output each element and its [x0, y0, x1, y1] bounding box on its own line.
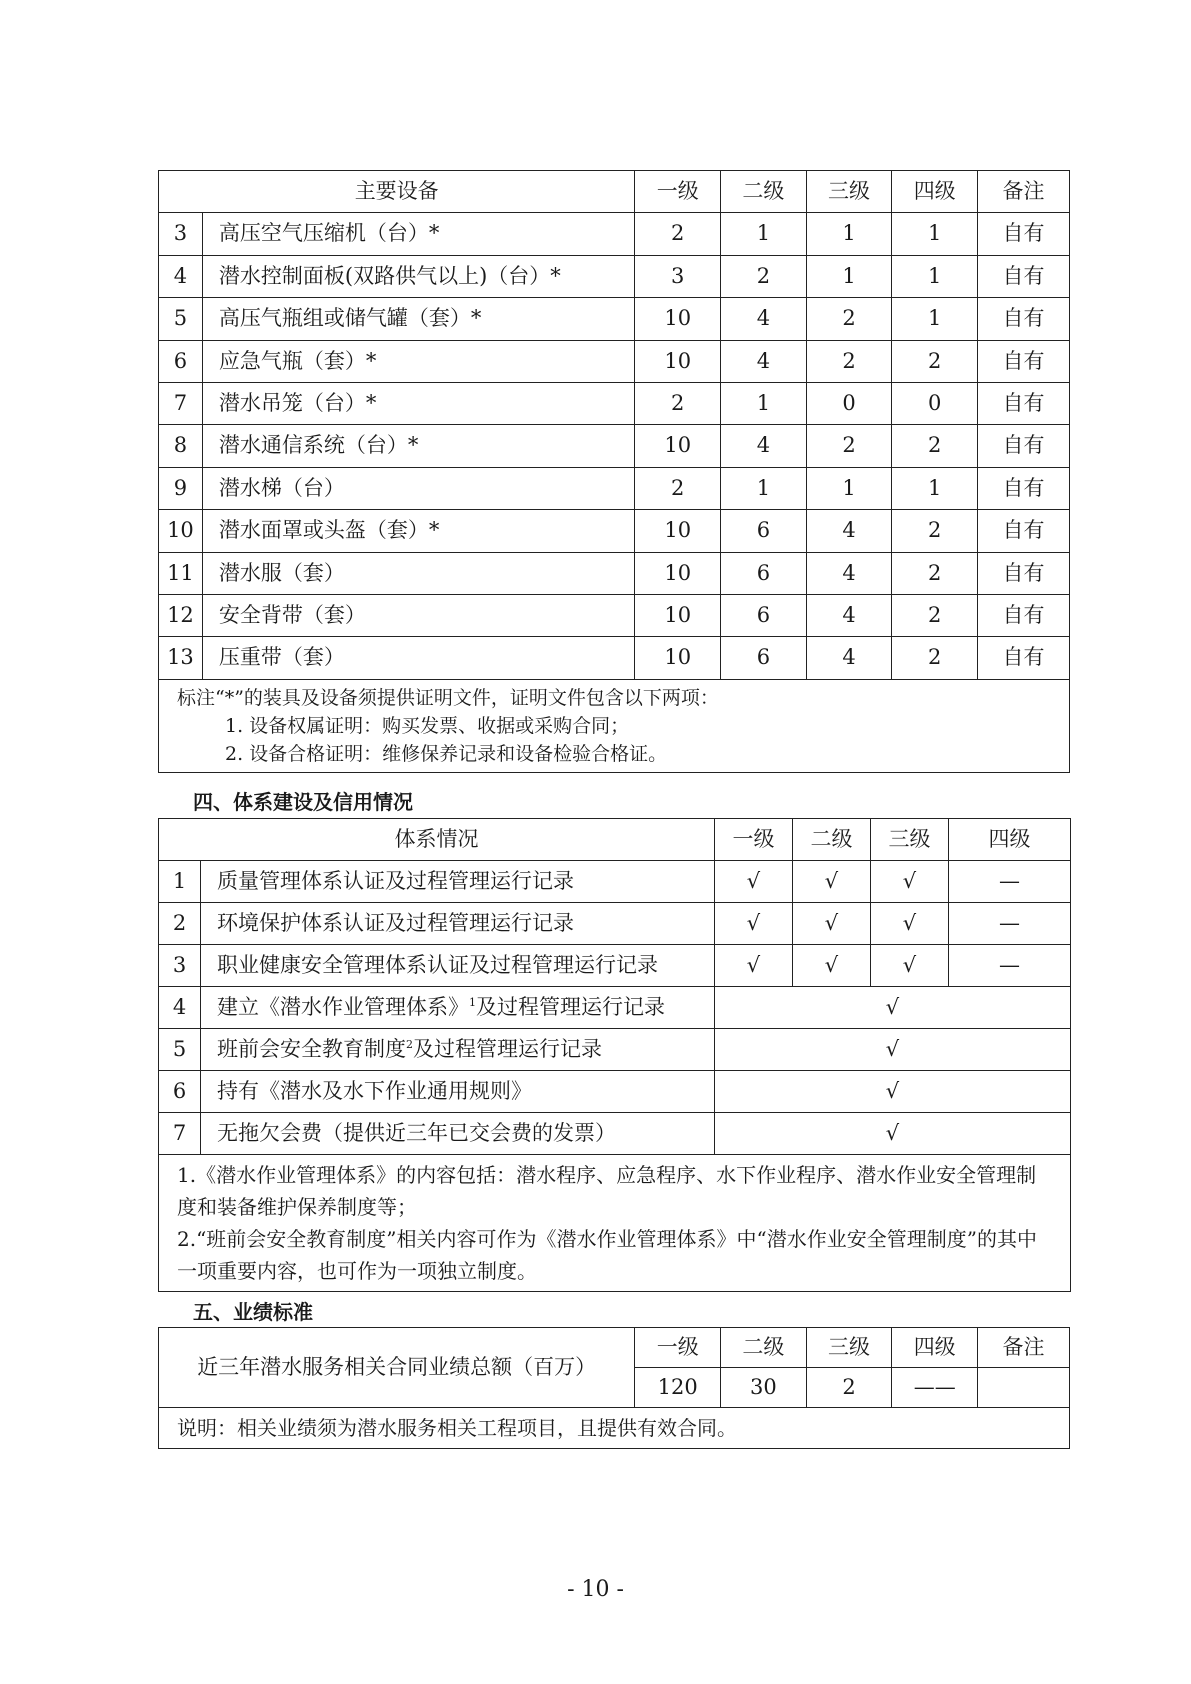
value-level-4: 1 — [892, 255, 978, 297]
check-level-2: √ — [793, 945, 871, 987]
value-level-1: 10 — [635, 340, 721, 382]
equipment-name: 潜水吊笼（台）* — [202, 382, 635, 424]
value-level-4: 2 — [892, 425, 978, 467]
check-level-4: — — [949, 861, 1071, 903]
equipment-name: 高压空气压缩机（台）* — [202, 213, 635, 255]
row-number: 13 — [159, 637, 203, 679]
system-name — [201, 1029, 715, 1071]
table-row — [159, 298, 1070, 340]
row-number: 5 — [159, 298, 203, 340]
equipment-name: 高压气瓶组或储气罐（套）* — [202, 298, 635, 340]
value-remark: 自有 — [978, 425, 1070, 467]
table-header-row — [159, 819, 1071, 861]
table-row — [159, 987, 1071, 1029]
table-row — [159, 467, 1070, 509]
header-system: 体系情况 — [159, 819, 715, 861]
system-name: 环境保护体系认证及过程管理运行记录 — [201, 903, 715, 945]
equipment-note — [159, 679, 1070, 772]
value-level-3: 2 — [806, 425, 892, 467]
table-row — [159, 1029, 1071, 1071]
value-level-4: 2 — [892, 340, 978, 382]
equipment-name: 潜水控制面板(双路供气以上)（台）* — [202, 255, 635, 297]
value-level-2: 1 — [721, 213, 807, 255]
table-row — [159, 255, 1070, 297]
system-name — [201, 987, 715, 1029]
performance-note-row — [159, 1408, 1070, 1449]
value-level-1: 2 — [635, 467, 721, 509]
value-level-1: 10 — [635, 637, 721, 679]
section-5-title: 五、业绩标准 — [193, 1300, 313, 1324]
performance-table — [158, 1327, 1070, 1449]
row-number: 4 — [159, 255, 203, 297]
table-row — [159, 903, 1071, 945]
equipment-name: 潜水服（套） — [202, 552, 635, 594]
table-row — [159, 382, 1070, 424]
value-level-1: 10 — [635, 510, 721, 552]
system-name-text: 持有《潜水及水下作业通用规则》 — [217, 1078, 532, 1103]
value-remark: 自有 — [978, 298, 1070, 340]
value-level-1: 2 — [635, 382, 721, 424]
value-level-4: —— — [892, 1368, 978, 1408]
equipment-table — [158, 170, 1070, 773]
check-level-3: √ — [871, 945, 949, 987]
equipment-name: 压重带（套） — [202, 637, 635, 679]
value-level-3: 1 — [806, 213, 892, 255]
system-name — [201, 1071, 715, 1113]
value-level-4: 2 — [892, 510, 978, 552]
value-level-2: 30 — [721, 1368, 807, 1408]
value-level-3: 0 — [806, 382, 892, 424]
check-level-1: √ — [715, 861, 793, 903]
value-level-1: 10 — [635, 594, 721, 636]
value-remark: 自有 — [978, 552, 1070, 594]
value-level-1: 2 — [635, 213, 721, 255]
row-number: 11 — [159, 552, 203, 594]
header-main-equipment: 主要设备 — [159, 171, 635, 213]
value-level-3: 2 — [806, 298, 892, 340]
check-all-levels: √ — [715, 1071, 1071, 1113]
header-level-3: 三级 — [871, 819, 949, 861]
value-level-2: 2 — [721, 255, 807, 297]
table-row — [159, 1071, 1071, 1113]
value-level-3: 1 — [806, 255, 892, 297]
value-level-1: 120 — [635, 1368, 721, 1408]
table-row — [159, 1113, 1071, 1155]
value-level-2: 4 — [721, 425, 807, 467]
table-header-row — [159, 171, 1070, 213]
value-level-2: 1 — [721, 382, 807, 424]
value-level-4: 0 — [892, 382, 978, 424]
value-remark — [978, 1368, 1070, 1408]
value-remark: 自有 — [978, 213, 1070, 255]
value-level-2: 4 — [721, 298, 807, 340]
check-all-levels: √ — [715, 1029, 1071, 1071]
value-remark: 自有 — [978, 255, 1070, 297]
table-row — [159, 213, 1070, 255]
equipment-name: 安全背带（套） — [202, 594, 635, 636]
value-level-3: 4 — [806, 637, 892, 679]
value-level-3: 4 — [806, 510, 892, 552]
value-remark: 自有 — [978, 382, 1070, 424]
value-level-4: 2 — [892, 637, 978, 679]
equipment-name: 应急气瓶（套）* — [202, 340, 635, 382]
check-level-2: √ — [793, 903, 871, 945]
equipment-name: 潜水梯（台） — [202, 467, 635, 509]
system-name-suffix: 及过程管理运行记录 — [413, 1036, 602, 1061]
note-line: 2. 设备合格证明：维修保养记录和设备检验合格证。 — [225, 742, 668, 765]
row-number: 9 — [159, 467, 203, 509]
system-name-suffix: 及过程管理运行记录 — [476, 994, 665, 1019]
check-all-levels: √ — [715, 987, 1071, 1029]
row-number: 8 — [159, 425, 203, 467]
value-level-3: 4 — [806, 594, 892, 636]
value-remark: 自有 — [978, 637, 1070, 679]
check-level-4: — — [949, 903, 1071, 945]
check-level-1: √ — [715, 945, 793, 987]
table-row — [159, 945, 1071, 987]
table-row — [159, 340, 1070, 382]
row-number: 4 — [159, 987, 201, 1029]
row-number: 7 — [159, 382, 203, 424]
row-number: 7 — [159, 1113, 201, 1155]
value-level-2: 6 — [721, 594, 807, 636]
system-name: 职业健康安全管理体系认证及过程管理运行记录 — [201, 945, 715, 987]
footnote-ref: 1 — [469, 995, 476, 1009]
performance-label: 近三年潜水服务相关合同业绩总额（百万） — [159, 1328, 635, 1408]
section-4-note — [159, 1155, 1071, 1292]
check-all-levels: √ — [715, 1113, 1071, 1155]
value-level-3: 1 — [806, 467, 892, 509]
row-number: 1 — [159, 861, 201, 903]
value-level-1: 10 — [635, 552, 721, 594]
footnote-ref: 2 — [406, 1037, 413, 1051]
value-level-4: 2 — [892, 552, 978, 594]
header-level-1: 一级 — [635, 171, 721, 213]
value-level-1: 3 — [635, 255, 721, 297]
check-level-1: √ — [715, 903, 793, 945]
row-number: 5 — [159, 1029, 201, 1071]
value-level-2: 6 — [721, 552, 807, 594]
row-number: 6 — [159, 1071, 201, 1113]
note-line: 标注“*”的装具及设备须提供证明文件，证明文件包含以下两项： — [177, 686, 719, 709]
header-remark: 备注 — [978, 171, 1070, 213]
table-row — [159, 861, 1071, 903]
value-level-4: 1 — [892, 298, 978, 340]
value-remark: 自有 — [978, 594, 1070, 636]
system-name-text: 班前会安全教育制度 — [217, 1036, 406, 1061]
check-level-2: √ — [793, 861, 871, 903]
equipment-note-row — [159, 679, 1070, 772]
section-4-title: 四、体系建设及信用情况 — [193, 790, 413, 814]
header-level-3: 三级 — [806, 1328, 892, 1368]
note-line: 1.《潜水作业管理体系》的内容包括：潜水程序、应急程序、水下作业程序、潜水作业安全管理制度和装备维护保养制度等； — [177, 1163, 1037, 1219]
value-level-4: 1 — [892, 467, 978, 509]
check-level-3: √ — [871, 861, 949, 903]
header-remark: 备注 — [978, 1328, 1070, 1368]
value-level-3: 2 — [806, 1368, 892, 1408]
header-level-2: 二级 — [793, 819, 871, 861]
value-level-2: 4 — [721, 340, 807, 382]
value-level-2: 6 — [721, 510, 807, 552]
row-number: 3 — [159, 213, 203, 255]
value-remark: 自有 — [978, 340, 1070, 382]
value-level-4: 2 — [892, 594, 978, 636]
row-number: 3 — [159, 945, 201, 987]
performance-note: 说明：相关业绩须为潜水服务相关工程项目，且提供有效合同。 — [159, 1408, 1070, 1449]
table-row — [159, 552, 1070, 594]
value-remark: 自有 — [978, 467, 1070, 509]
table-header-row — [159, 1328, 1070, 1368]
header-level-3: 三级 — [806, 171, 892, 213]
system-name: 质量管理体系认证及过程管理运行记录 — [201, 861, 715, 903]
table-row — [159, 637, 1070, 679]
header-level-4: 四级 — [949, 819, 1071, 861]
header-level-2: 二级 — [721, 1328, 807, 1368]
page-number: - 10 - — [567, 1577, 624, 1602]
value-level-3: 2 — [806, 340, 892, 382]
header-level-4: 四级 — [892, 1328, 978, 1368]
note-line: 1. 设备权属证明：购买发票、收据或采购合同； — [225, 714, 630, 737]
table-row — [159, 425, 1070, 467]
value-level-4: 1 — [892, 213, 978, 255]
value-level-1: 10 — [635, 425, 721, 467]
system-construction-table — [158, 818, 1071, 1292]
value-level-2: 6 — [721, 637, 807, 679]
row-number: 2 — [159, 903, 201, 945]
equipment-name: 潜水面罩或头盔（套）* — [202, 510, 635, 552]
header-level-2: 二级 — [721, 171, 807, 213]
system-name-text: 无拖欠会费（提供近三年已交会费的发票） — [217, 1120, 616, 1145]
section-4-note-row — [159, 1155, 1071, 1292]
header-level-1: 一级 — [635, 1328, 721, 1368]
equipment-name: 潜水通信系统（台）* — [202, 425, 635, 467]
note-line: 2.“班前会安全教育制度”相关内容可作为《潜水作业管理体系》中“潜水作业安全管理制度”的其中一项重要内容，也可作为一项独立制度。 — [177, 1227, 1037, 1283]
table-row — [159, 594, 1070, 636]
value-level-1: 10 — [635, 298, 721, 340]
value-level-2: 1 — [721, 467, 807, 509]
value-level-3: 4 — [806, 552, 892, 594]
header-level-1: 一级 — [715, 819, 793, 861]
table-row — [159, 510, 1070, 552]
row-number: 6 — [159, 340, 203, 382]
row-number: 12 — [159, 594, 203, 636]
value-remark: 自有 — [978, 510, 1070, 552]
check-level-3: √ — [871, 903, 949, 945]
check-level-4: — — [949, 945, 1071, 987]
system-name — [201, 1113, 715, 1155]
system-name-text: 建立《潜水作业管理体系》 — [217, 994, 469, 1019]
row-number: 10 — [159, 510, 203, 552]
header-level-4: 四级 — [892, 171, 978, 213]
